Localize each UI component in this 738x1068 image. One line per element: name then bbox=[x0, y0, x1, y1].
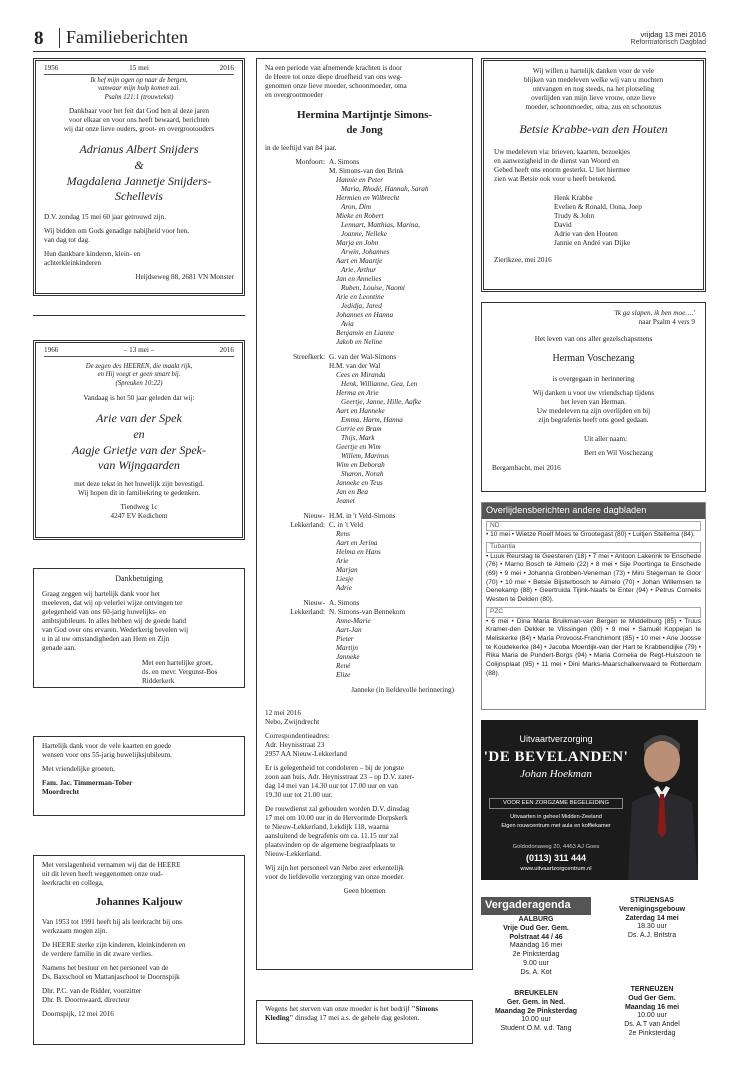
agenda-entry bbox=[481, 990, 591, 1034]
place-date: Bergambacht, mei 2016 bbox=[492, 463, 561, 472]
ampersand: & bbox=[134, 158, 144, 173]
family-member: Aart en Jerina bbox=[336, 538, 378, 547]
family-group bbox=[265, 353, 464, 506]
header-divider bbox=[59, 28, 60, 48]
corr-line: Correspondentieadres: bbox=[265, 731, 330, 740]
notice-text: zien wat Betsie ook voor u heeft betekend. bbox=[494, 174, 617, 183]
family-member: Henk Krabbe bbox=[554, 193, 593, 202]
family-member: Evelien & Ronald, Oona, Joep bbox=[554, 202, 642, 211]
notice-simons-kleding bbox=[256, 1000, 473, 1044]
notice-kaljouw bbox=[33, 855, 245, 1045]
person-name: Johannes Kaljouw bbox=[95, 896, 183, 908]
family-member: Cees en Miranda bbox=[336, 370, 386, 379]
agenda-body: Vrije Oud Ger. Gem. bbox=[503, 924, 569, 932]
signature: Fam. Jac. Timmerman-Tober bbox=[42, 779, 133, 787]
corr-line: Adr. Heynisstraat 23 bbox=[265, 740, 325, 749]
announcement-paper: PZC bbox=[486, 607, 701, 618]
signature: Bert en Wil Voschezang bbox=[584, 448, 653, 457]
family-member: Sharon, Norah bbox=[341, 469, 384, 478]
notice-text: Uw medeleven via: brieven, kaarten, bezoekjes bbox=[494, 147, 630, 156]
notice-timmerman bbox=[33, 736, 245, 816]
announcement-paper: Tubantia bbox=[486, 542, 701, 553]
notice-text: Wij hopen dit in familiekring te gedenken. bbox=[77, 488, 201, 497]
address: Tiendweg 1c bbox=[120, 502, 158, 511]
family-member: Pieter bbox=[336, 634, 354, 643]
notice-text: met deze tekst in het huwelijk zijn bevestigd. bbox=[74, 479, 204, 488]
notice-text: blijken van medeleven welke wij van u mochten bbox=[523, 76, 664, 84]
place-date: Zierikzee, mei 2016 bbox=[494, 255, 552, 264]
notice-text: en overgrootmoeder bbox=[265, 91, 323, 99]
family-member: Aart-Jan bbox=[336, 625, 362, 634]
family-member: Geertje, Janne, Hille, Aafke bbox=[341, 397, 422, 406]
family-member: M. Simons-van den Brink bbox=[329, 166, 404, 175]
family-member: David bbox=[554, 220, 572, 229]
notice-text: het leven van Herman. bbox=[560, 397, 627, 406]
notice-text: Dankbaar voor het feit dat God hen al deze jaren bbox=[69, 107, 209, 116]
agenda-time: 10.00 uur bbox=[521, 1016, 551, 1024]
family-place: Nieuw- Lekkerland: bbox=[290, 598, 325, 616]
person-name: Adrianus Albert Snijders bbox=[79, 142, 199, 157]
agenda-title: Vergaderagenda bbox=[481, 897, 591, 915]
notice-text: is overgegaan in herinnering bbox=[552, 374, 635, 383]
notice-text: zijn begrafenis heeft ons goed gedaan. bbox=[538, 415, 649, 424]
notice-text: wensen voor ons 55-jarig huwelijksjubileum. bbox=[42, 751, 172, 759]
family-member: A. Simons bbox=[329, 598, 360, 607]
family-member: G. van der Wal-Simons bbox=[329, 352, 397, 361]
notice-text: Wij willen u hartelijk danken voor de vele bbox=[532, 67, 655, 75]
verse-line: vanwaar mijn hulp komen zal. bbox=[97, 85, 181, 93]
notice-text: D.V. zondag 15 mei 60 jaar getrouwd zijn. bbox=[44, 212, 167, 221]
notice-text: genomen onze lieve moeder, schoonmoeder, oma bbox=[265, 82, 407, 90]
agenda-venue: Zaterdag 14 mei bbox=[625, 914, 679, 922]
verse-line: Ik hef mijn ogen op naar de bergen, bbox=[90, 77, 188, 84]
notice-simons-dejong bbox=[256, 58, 473, 970]
header-paper: Reformatorisch Dagblad bbox=[630, 39, 706, 46]
family-member: H.M. in 't Veld-Simons bbox=[329, 511, 396, 520]
notice-text: voor elkaar en voor ons heeft bewaard, berichten bbox=[68, 116, 210, 125]
notice-text: Gebed heeft ons enorm gesterkt. U liet hiermee bbox=[494, 165, 631, 174]
notice-text: plaatsvinden op de algemene begraafplaats te bbox=[265, 840, 396, 849]
year-right: 2016 bbox=[219, 64, 234, 72]
notice-text: zoon aan huis, Adr. Heynisstraat 23 – op D.V. zater- bbox=[265, 772, 415, 781]
family-member: Maria, Rhodé, Hannah, Sarah bbox=[341, 184, 429, 193]
person-name: Hermina Martijntje Simons- bbox=[296, 109, 433, 121]
agenda-note: 2e Pinksterdag bbox=[628, 1029, 676, 1037]
memorial-line: Janneke (in liefdevolle herinnering) bbox=[351, 685, 454, 694]
quote: 'Ik ga slapen, ik ben moe….' bbox=[613, 309, 695, 317]
date-line: 12 mei 2016 bbox=[265, 708, 301, 717]
page-number: 8 bbox=[34, 28, 44, 49]
signature: ds. en mevr. Vergunst-Bos bbox=[142, 668, 218, 676]
family-group bbox=[265, 599, 464, 680]
header-date: vrijdag 13 mei 2016 bbox=[640, 30, 706, 39]
person-name: Betsie Krabbe-van den Houten bbox=[519, 122, 668, 136]
notice-text: Hartelijk dank voor de vele kaarten en goede bbox=[42, 742, 172, 750]
ad-tagline: VOOR EEN ZORGZAME BEGELEIDING bbox=[489, 798, 623, 809]
family-member: Arwin, Johannes bbox=[341, 247, 390, 256]
notice-voschezang bbox=[481, 302, 706, 492]
notice-title: Dankbetuiging bbox=[115, 574, 163, 583]
notice-text: overlijden van mijn lieve vrouw, onze lieve bbox=[531, 94, 656, 102]
family-place: Monfoort: bbox=[295, 157, 325, 166]
family-member: Lennart, Matthias, Marina, bbox=[341, 220, 420, 229]
notice-text: voor de liefdevolle verzorging van onze moeder. bbox=[265, 872, 405, 881]
family-member: Jakob en Neline bbox=[336, 337, 383, 346]
agenda-city: AALBURG bbox=[518, 916, 554, 923]
family-member: Mieke en Robert bbox=[336, 211, 384, 220]
notice-text: de Heere tot onze diepe droefheid van ons weg- bbox=[265, 73, 403, 81]
notice-text: Met verslagenheid vernamen wij dat de HEERE bbox=[42, 861, 181, 869]
family-member: Willem, Marinus bbox=[341, 451, 389, 460]
person-name: Schellevis bbox=[115, 189, 163, 204]
notice-text: genade aan. bbox=[42, 644, 76, 652]
ad-line2: Eigen rouwcentrum met aula en koffiekamer bbox=[501, 823, 611, 829]
family-member: Adrie bbox=[336, 583, 352, 592]
notice-text: ambtsjubileum. In alles hebben wij de goede hand bbox=[42, 617, 187, 625]
notice-text: Nieuw-Lekkerland. bbox=[265, 849, 322, 858]
ad-address: Goldodonaweg 20, 4463 AJ Goes bbox=[512, 844, 600, 850]
family-member: C. in 't Veld bbox=[329, 520, 363, 529]
notice-text: u in al uw omstandigheden aan Hem en Zijn bbox=[42, 635, 170, 643]
family-member: Jan en Bea bbox=[336, 487, 368, 496]
family-member: Arie bbox=[336, 556, 349, 565]
notice-text: De HEERE sterke zijn kinderen, kleinkinderen en bbox=[42, 940, 186, 949]
person-name: de Jong bbox=[346, 123, 383, 136]
agenda-city: TERNEUZEN bbox=[630, 986, 674, 993]
notice-text: Wij bidden om Gods genadige nabijheid voor hen, bbox=[44, 226, 190, 235]
year-left: 1956 bbox=[44, 64, 59, 72]
company-name: "Simons Kleding" bbox=[265, 1005, 438, 1022]
family-member: Liesje bbox=[336, 574, 354, 583]
ad-name: 'DE BEVELANDEN' bbox=[483, 749, 629, 765]
family-member: Johannes en Hanna bbox=[336, 310, 394, 319]
announcement-text: • 6 mei • Dina Maria Bruikman-van Bergen te Middelburg (85) • Truus Kramer-den Dekker te Vlissingen (90) • 9 mei • Samuël Koppejan te Meliskerke (84) • Maria Provoost-Franchimont (85) • 10 mei • Arie Joosse te Koudekerke (84) • Jacoba Moerdijk-van der Hart te Krabbendijke (79) • Rika Maria de Pundert-Borgs (94) • Maria Cornelia de Regt-Huiszoon te Colijnsplaat (95) • 11 mei • Dini Marks-Maarschalkerwaard te Rotterdam (88). bbox=[486, 617, 701, 677]
notice-text: te Nieuw-Lekkerland, Lekdijk 118, waarna bbox=[265, 822, 389, 831]
announcement-paper: ND bbox=[486, 521, 701, 532]
signature: Uit aller naam: bbox=[584, 434, 628, 443]
announcement-text: • 10 mei • Wietze Roelf Moes te Grootegast (80) • Luitjen Stellema (84). bbox=[486, 531, 695, 539]
notice-text: 19.30 uur tot 21.00 uur. bbox=[265, 790, 333, 799]
agenda-extra: 2e Pinksterdag bbox=[512, 951, 560, 958]
family-member: Marja en John bbox=[336, 238, 379, 247]
address: 4247 EV Kedichem bbox=[110, 511, 168, 520]
notice-text: Wij danken u voor uw vriendschap tijdens bbox=[532, 388, 655, 397]
agenda-body: Ger. Gem. in Ned. bbox=[506, 998, 566, 1006]
family-member: Hermien en Wilbrecht bbox=[336, 193, 400, 202]
notice-text: Uw medeleven na zijn overlijden en bij bbox=[536, 406, 651, 415]
family-member: Anne-Marie bbox=[336, 616, 371, 625]
family-place: Streefkerk: bbox=[293, 352, 325, 361]
notice-text: werkzaam mogen zijn. bbox=[42, 926, 108, 935]
ad-sub: Johan Hoekman bbox=[520, 768, 592, 780]
signature: Moordrecht bbox=[42, 788, 79, 796]
notice-text: dag 14 mei van 14.30 uur tot 17.00 uur en van bbox=[265, 781, 398, 790]
notice-text: dag gesloten. bbox=[381, 1014, 420, 1022]
notice-krabbe bbox=[481, 58, 706, 292]
date-mid: – 13 mei – bbox=[123, 346, 155, 354]
section-title: Familieberichten bbox=[66, 27, 188, 47]
verse-line: (Spreuken 10:22) bbox=[115, 379, 163, 387]
agenda-time: 10.00 uur bbox=[637, 1012, 667, 1020]
family-place: Nieuw- Lekkerland: bbox=[290, 511, 325, 529]
agenda-day: Maandag 16 mei bbox=[509, 942, 563, 950]
family-member: Avia bbox=[341, 319, 354, 328]
verse-line: en Hij voegt er geen smart bij. bbox=[97, 371, 181, 379]
signature: Ridderkerk bbox=[142, 677, 175, 685]
notice-text: meeleven, dat wij op velerlei wijze ontvingen ter bbox=[42, 599, 183, 607]
notice-text: leerkracht en collega, bbox=[42, 879, 104, 887]
person-name: Arie van der Spek bbox=[96, 411, 182, 426]
notice-text: van dag tot dag. bbox=[44, 235, 90, 244]
agenda-time: 18.30 uur bbox=[637, 923, 667, 931]
family-member: Henk, Willianne, Gea, Len bbox=[341, 379, 418, 388]
age-line: in de leeftijd van 84 jaar. bbox=[265, 143, 337, 152]
notice-text: van God over ons ervaren. Wederkerig bevelen wij bbox=[42, 626, 189, 634]
notice-text: gelegenheid van ons 60-jarig huwelijks- en bbox=[42, 608, 166, 616]
notice-text: Ds. Baxschool en Mattanjaschool te Doornspijk bbox=[42, 972, 180, 981]
notice-text: dinsdag 17 mei a.s. de gehele bbox=[295, 1014, 380, 1022]
notice-text: 17 mei om 10.00 uur in de Hervormde Dorpskerk bbox=[265, 813, 408, 822]
agenda-speaker: Student O.M. v.d. Tang bbox=[500, 1025, 572, 1032]
notice-text: Graag zeggen wij hartelijk dank voor het bbox=[42, 590, 160, 598]
header-rule bbox=[33, 51, 706, 52]
notice-text: Het leven van ons aller gezelschapsmens bbox=[534, 335, 653, 343]
date-mid: 15 mei bbox=[129, 64, 149, 72]
family-member: Herma en Arie bbox=[336, 388, 379, 397]
agenda-venue: Maandag 2e Pinksterdag bbox=[494, 1007, 578, 1015]
corr-line: 2957 AA Nieuw-Lekkerland bbox=[265, 749, 347, 758]
family-member: Emma, Harm, Hanna bbox=[341, 415, 403, 424]
year-left: 1966 bbox=[44, 346, 59, 354]
funeral-ad bbox=[481, 720, 698, 880]
notice-text: uit dit leven heeft weggenomen onze oud- bbox=[42, 870, 163, 878]
family-member: Hannie en Peter bbox=[336, 175, 384, 184]
family-member: Jan en Annelies bbox=[336, 274, 382, 283]
person-name: Magdalena Jannetje Snijders- bbox=[66, 173, 212, 188]
notice-text: achterkleinkinderen bbox=[44, 258, 102, 267]
notice-anniversary-snijders bbox=[33, 58, 245, 296]
notice-text: Na een periode van afnemende krachten is door bbox=[265, 64, 403, 72]
agenda-city: STRIJENSAS bbox=[630, 897, 674, 904]
notice-text: Hun dankbare kinderen, klein- en bbox=[44, 249, 141, 258]
notice-text: Wij zijn het personeel van Nebo zeer erkentelijk bbox=[265, 863, 404, 872]
verse-line: Psalm 121:1 (trouwtekst) bbox=[104, 93, 174, 101]
family-member: Aart en Hanneke bbox=[336, 406, 385, 415]
family-member: Arie, Arthur bbox=[341, 265, 377, 274]
agenda-venue: Maandag 16 mei bbox=[624, 1003, 680, 1011]
agenda-entry bbox=[481, 916, 591, 977]
person-name: Herman Voschezang bbox=[552, 353, 635, 364]
family-member: Arie en Leontine bbox=[336, 292, 384, 301]
family-member: H.M. van der Wal bbox=[329, 361, 381, 370]
signature: Met een hartelijke groet, bbox=[142, 659, 213, 667]
agenda-city: BREUKELEN bbox=[514, 990, 558, 997]
notice-text: ontvangen en nog steeds, na het plotseling bbox=[532, 85, 655, 93]
family-member: Aart en Maartje bbox=[336, 256, 383, 265]
year-right: 2016 bbox=[219, 346, 234, 354]
no-flowers: Geen bloemen bbox=[343, 886, 386, 895]
quote-source: naar Psalm 4 vers 9 bbox=[638, 318, 695, 326]
agenda-entry bbox=[598, 897, 706, 941]
notice-text: wij dat onze lieve ouders, groot- en overgrootouders bbox=[63, 125, 215, 134]
signature: Dhr. P.C. van de Ridder, voorzitter bbox=[42, 986, 142, 995]
family-member: Trudy & John bbox=[554, 211, 595, 220]
family-member: Janneke bbox=[336, 652, 360, 661]
family-member: Helma en Hans bbox=[336, 547, 381, 556]
person-photo bbox=[626, 722, 698, 880]
announcements-title: Overlijdensberichten andere dagbladen bbox=[482, 503, 705, 519]
family-member: Geertje en Wim bbox=[336, 442, 381, 451]
family-group bbox=[265, 158, 464, 347]
notice-text: Van 1953 tot 1991 heeft hij als leerkracht bij ons bbox=[42, 917, 182, 926]
family-member: N. Simons-van Bennekom bbox=[329, 607, 406, 616]
notice-text: en aanwezigheid in de dienst van Woord en bbox=[494, 156, 619, 165]
family-member: Thijs, Mark bbox=[341, 433, 375, 442]
family-member: Jedidja, Jared bbox=[341, 301, 382, 310]
notice-text: Vandaag is het 50 jaar geleden dat wij: bbox=[83, 394, 195, 403]
verse-line: De zegen des HEEREN, die maakt rijk, bbox=[85, 363, 193, 370]
signature: Dhr. B. Doornwaard, directeur bbox=[42, 995, 130, 1004]
agenda-body: Verenigingsgebouw bbox=[618, 905, 686, 913]
agenda-entry bbox=[598, 986, 706, 1039]
family-member: Elize bbox=[336, 670, 351, 679]
ad-phone: (0113) 311 444 bbox=[525, 853, 587, 863]
conjunction: en bbox=[133, 427, 145, 442]
notice-anniversary-vanderspek bbox=[33, 340, 245, 540]
agenda-speaker: Ds. A.J. Britstra bbox=[627, 932, 677, 939]
notice-text: Namens het bestuur en het personeel van de bbox=[42, 963, 169, 972]
notice-text: aansluitend de begrafenis om ca. 11.15 uur zal bbox=[265, 831, 399, 840]
family-member: Marjan bbox=[336, 565, 358, 574]
family-member: Janneke en Teus bbox=[336, 478, 383, 487]
family-member: Wim en Deborah bbox=[336, 460, 385, 469]
notice-text: Wegens het sterven van onze moeder is het bedrijf bbox=[265, 1005, 410, 1013]
family-member: Corrie en Bram bbox=[336, 424, 382, 433]
ad-top: Uitvaartverzorging bbox=[519, 734, 593, 744]
family-list bbox=[265, 158, 464, 680]
address: Heijdseweg 88, 2681 VN Monster bbox=[135, 272, 234, 281]
agenda-speaker: Ds. A. Kot bbox=[520, 968, 552, 976]
family-member: Benjamin en Lianne bbox=[336, 328, 394, 337]
notice-dankbetuiging bbox=[33, 568, 245, 688]
agenda-speaker: Ds. A.T van Andel bbox=[624, 1021, 680, 1028]
family-member: René bbox=[336, 661, 351, 670]
agenda-body: Oud Ger Gem. bbox=[628, 994, 676, 1002]
agenda-time: 9.00 uur bbox=[523, 959, 549, 967]
family-member: A. Simons bbox=[329, 157, 360, 166]
family-group bbox=[265, 512, 464, 593]
family-member: Jeanet bbox=[336, 496, 355, 505]
family-member: Martijn bbox=[336, 643, 358, 652]
notice-text: De rouwdienst zal gehouden worden D.V. dinsdag bbox=[265, 804, 410, 813]
death-announcements bbox=[481, 502, 706, 710]
ad-website[interactable]: www.uitvaartzorgcentrum.nl bbox=[520, 866, 592, 872]
place-line: Nebo, Zwijndrecht bbox=[265, 717, 320, 726]
family-member: Jannie en André van Dijke bbox=[554, 238, 631, 247]
family-member: Rens bbox=[336, 529, 350, 538]
notice-text: de verdere familie in dit zware verlies. bbox=[42, 949, 153, 958]
notice-text: moeder, schoonmoeder, oma, zus en schoonzus bbox=[525, 103, 662, 111]
person-name: van Wijngaarden bbox=[98, 458, 180, 473]
ad-line1: Uitvaarten in geheel Midden-Zeeland bbox=[510, 814, 602, 820]
family-member: Adrie van den Houten bbox=[554, 229, 618, 238]
family-member: Joanne, Nelleke bbox=[341, 229, 387, 238]
agenda-venue: Polstraat 44 / 46 bbox=[509, 933, 563, 941]
family-member: Ruben, Louise, Naomi bbox=[341, 283, 405, 292]
column-rule bbox=[33, 315, 245, 316]
person-name: Aagje Grietje van der Spek- bbox=[72, 442, 206, 457]
notice-text: Er is gelegenheid tot condoleren – bij de jongste bbox=[265, 763, 404, 772]
announcement-text: • Luuk Reurslag te Geesteren (18) • 7 mei • Antoon Lakerink te Enschede (76) • Marno Bosch te Almelo (22) • 8 mei • Sije Poortinga te Enschede (69) • 9 mei • Johanna Grobben-Veneman (73) • Mini Stegeman te Goor (70) • 10 mei • Betsie Bijsterbosch te Almelo (70) • Johan Willemsen te Denekamp (88) • Geertruida Tijink-Naafs te Enter (94) • Petrus Cornelis Westen te Delden (80). bbox=[486, 552, 701, 604]
greeting: Met vriendelijke groeten, bbox=[42, 765, 115, 773]
family-member: Aron, Dim bbox=[341, 202, 372, 211]
place-date: Doornspijk, 12 mei 2016 bbox=[42, 1009, 114, 1018]
